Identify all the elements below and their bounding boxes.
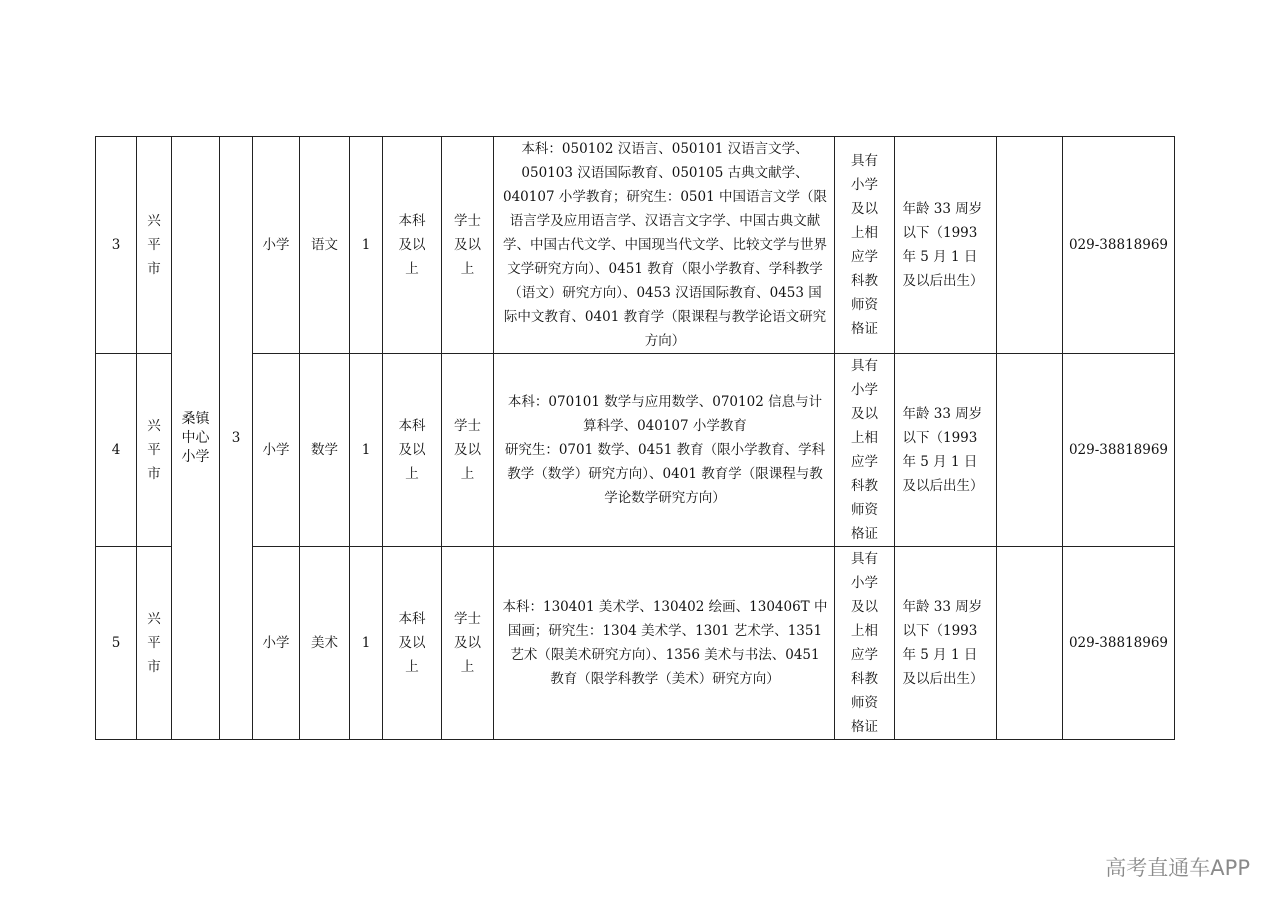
- age-cell: 年龄 33 周岁以下（1993 年 5 月 1 日及以后出生）: [895, 137, 997, 354]
- certificate-cell: 具有小学及以上相应学科教师资格证: [835, 354, 895, 547]
- phone-cell: 029-38818969: [1063, 137, 1175, 354]
- city-cell: 兴平市: [137, 137, 172, 354]
- education-cell: 本科及以上: [383, 137, 442, 354]
- stage-cell: 小学: [253, 137, 300, 354]
- certificate-cell: 具有小学及以上相应学科教师资格证: [835, 547, 895, 740]
- city-cell: 兴平市: [137, 354, 172, 547]
- age-cell: 年龄 33 周岁以下（1993 年 5 月 1 日及以后出生）: [895, 547, 997, 740]
- education-cell: 本科及以上: [383, 354, 442, 547]
- other-cell: [997, 547, 1063, 740]
- row-number: 3: [96, 137, 137, 354]
- phone-cell: 029-38818969: [1063, 547, 1175, 740]
- degree-cell: 学士及以上: [442, 547, 494, 740]
- stage-cell: 小学: [253, 547, 300, 740]
- subject-cell: 数学: [300, 354, 350, 547]
- phone-cell: 029-38818969: [1063, 354, 1175, 547]
- degree-cell: 学士及以上: [442, 137, 494, 354]
- count-cell: 1: [350, 547, 383, 740]
- school-total-cell: 3: [220, 137, 253, 740]
- row-number: 5: [96, 547, 137, 740]
- major-cell: 本科：050102 汉语言、050101 汉语言文学、050103 汉语国际教育、050105 古典文献学、040107 小学教育；研究生：0501 中国语言文学（限语言学及应用语言学、汉语言文字学、中国古典文献学、中国古代文学、中国现当代文学、比较文学与世界文学研究方向）、0451 教育（限小学教育、学科教学（语文）研究方向）、0453 汉语国际教育、0453 国际中文教育、0401 教育学（限课程与教学论语文研究方向）: [494, 137, 835, 354]
- city-cell: 兴平市: [137, 547, 172, 740]
- watermark-text: 高考直通车APP: [1105, 856, 1250, 880]
- age-cell: 年龄 33 周岁以下（1993 年 5 月 1 日及以后出生）: [895, 354, 997, 547]
- subject-cell: 语文: [300, 137, 350, 354]
- other-cell: [997, 354, 1063, 547]
- major-cell: 本科：130401 美术学、130402 绘画、130406T 中国画；研究生：1304 美术学、1301 艺术学、1351 艺术（限美术研究方向）、1356 美术与书法、0451 教育（限学科教学（美术）研究方向）: [494, 547, 835, 740]
- subject-cell: 美术: [300, 547, 350, 740]
- degree-cell: 学士及以上: [442, 354, 494, 547]
- certificate-cell: 具有小学及以上相应学科教师资格证: [835, 137, 895, 354]
- recruitment-table: [95, 136, 1175, 740]
- count-cell: 1: [350, 137, 383, 354]
- major-cell: 本科：070101 数学与应用数学、070102 信息与计算科学、040107 小学教育 研究生：0701 数学、0451 教育（限小学教育、学科教学（数学）研究方向）、0401 教育学（限课程与教学论数学研究方向）: [494, 354, 835, 547]
- table-row: [96, 354, 1175, 547]
- other-cell: [997, 137, 1063, 354]
- school-cell: 桑镇中心小学: [172, 137, 220, 740]
- row-number: 4: [96, 354, 137, 547]
- education-cell: 本科及以上: [383, 547, 442, 740]
- count-cell: 1: [350, 354, 383, 547]
- table-row: [96, 137, 1175, 354]
- stage-cell: 小学: [253, 354, 300, 547]
- table-row: [96, 547, 1175, 740]
